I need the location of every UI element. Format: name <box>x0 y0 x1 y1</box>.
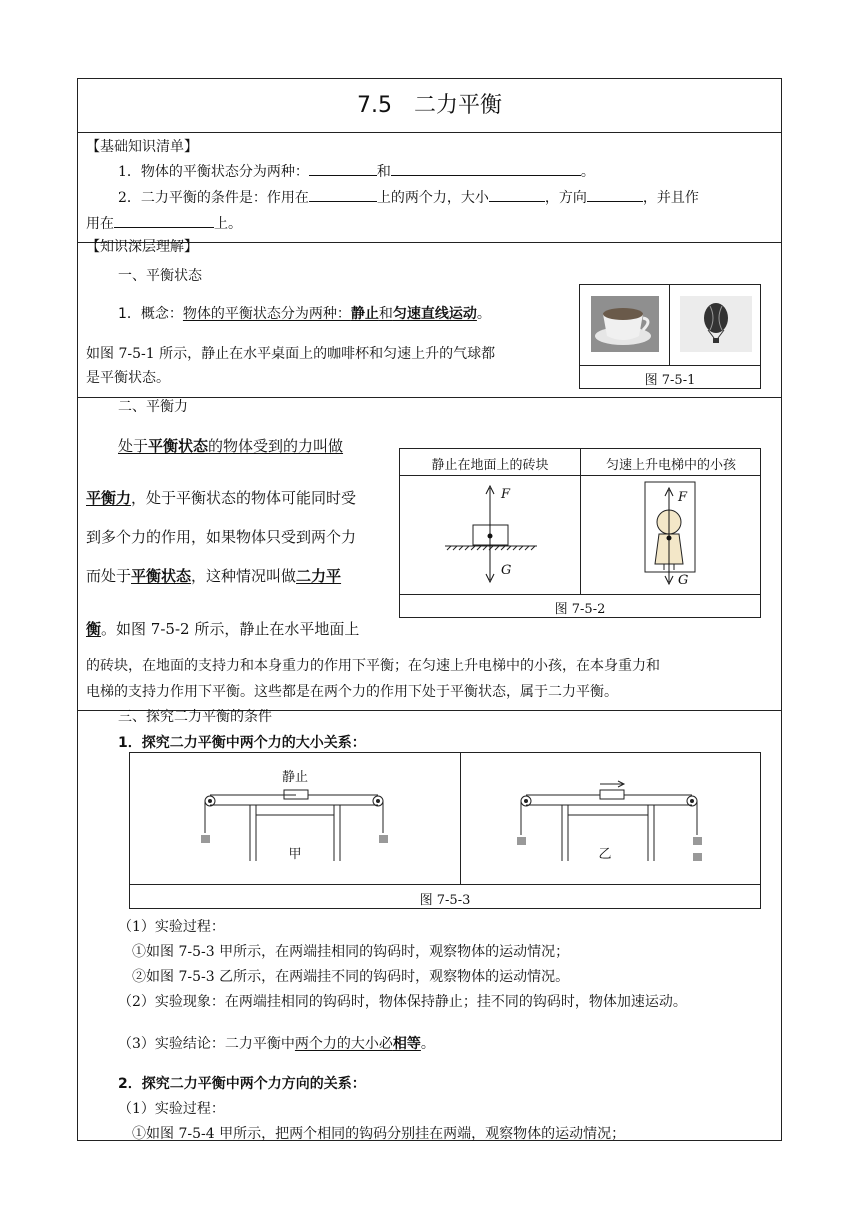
conclusion-line <box>118 1033 435 1053</box>
concept-uniform: 匀速直线运动 <box>392 306 477 322</box>
section-1-text: 如图 7-5-1 所示，静止在水平桌面上的咖啡杯和匀速上升的气球都 <box>86 346 496 362</box>
question-1 <box>118 161 595 181</box>
row-divider <box>77 132 782 133</box>
concept-and: 和 <box>378 306 393 322</box>
section-2-line <box>86 565 341 586</box>
text: 处于 <box>118 437 149 455</box>
answer-blank[interactable] <box>309 161 377 176</box>
figure-caption: 图 7-5-3 <box>419 893 471 908</box>
question-2-text: 2．二力平衡的条件是：作用在 <box>118 190 309 206</box>
answer-blank[interactable] <box>114 213 214 228</box>
question-2-cont <box>86 213 242 233</box>
force-label-G: G <box>678 573 689 588</box>
force-label-G: G <box>501 563 512 578</box>
apparatus-diagram <box>130 753 760 884</box>
deep-header: 【知识深层理解】 <box>86 239 198 255</box>
section-3-sub: 1．探究二力平衡中两个力的大小关系： <box>118 735 366 751</box>
text: ，这种情况叫做 <box>191 567 297 585</box>
question-1-text: 1．物体的平衡状态分为两种： <box>118 164 309 180</box>
concept-text: 物体的平衡状态分为两种： <box>182 306 351 322</box>
figure-caption: 图 7-5-1 <box>644 373 696 388</box>
section-1-text: 是平衡状态。 <box>86 370 170 386</box>
section-2-line: 的砖块，在地面的支持力和本身重力的作用下平衡；在匀速上升电梯中的小孩，在本身重力和 <box>86 658 660 674</box>
answer-blank[interactable] <box>489 187 545 202</box>
procedure-line: ①如图 7-5-3 甲所示，在两端挂相同的钩码时，观察物体的运动情况； <box>132 944 570 960</box>
text-bold: 相等 <box>392 1036 421 1052</box>
section-2-line: 到多个力的作用，如果物体只受到两个力 <box>86 528 357 546</box>
concept-label: 1．概念： <box>118 306 183 322</box>
answer-blank[interactable] <box>391 161 581 176</box>
question-2-text: 上。 <box>214 216 242 232</box>
figure-panel-title: 匀速上升电梯中的小孩 <box>605 458 736 473</box>
figure-7-5-1 <box>579 284 761 389</box>
force-label-F: F <box>678 490 688 505</box>
text: ，处于平衡状态的物体可能同时受 <box>131 489 357 507</box>
page-title: 7.5 二力平衡 <box>357 93 502 118</box>
procedure-line: （1）实验过程： <box>118 1101 225 1117</box>
procedure-line: （1）实验过程： <box>118 919 225 935</box>
text-bold: 二力平 <box>296 567 342 585</box>
text-bold: 平衡状态 <box>131 567 192 585</box>
coffee-cup-image <box>591 296 659 352</box>
figure-7-5-3 <box>129 752 761 909</box>
section-2-line <box>86 618 359 639</box>
panel-label-jia: 甲 <box>288 847 302 862</box>
figure-caption: 图 7-5-2 <box>554 602 606 617</box>
concept-still: 静止 <box>350 306 379 322</box>
section-2-line <box>86 487 356 508</box>
question-2 <box>118 187 699 207</box>
text: 。如图 7-5-2 所示，静止在水平地面上 <box>101 620 360 638</box>
section-3-title: 三、探究二力平衡的条件 <box>118 709 272 725</box>
section-3-sub: 2．探究二力平衡中两个力方向的关系： <box>118 1076 366 1092</box>
section-2-title: 二、平衡力 <box>118 399 188 415</box>
text: 两个力的大小必 <box>294 1036 393 1052</box>
figure-7-5-2 <box>399 448 761 618</box>
text-bold: 平衡状态 <box>148 437 209 455</box>
text: 。 <box>420 1036 435 1052</box>
procedure-line: ②如图 7-5-3 乙所示，在两端挂不同的钩码时，观察物体的运动情况。 <box>132 969 570 985</box>
question-2-text: ，方向 <box>544 190 587 206</box>
text: （3）实验结论：二力平衡中 <box>118 1036 295 1052</box>
question-2-text: 上的两个力，大小 <box>376 190 489 206</box>
concept-end: 。 <box>476 306 491 322</box>
still-label: 静止 <box>281 770 308 785</box>
text: 的物体受到的力叫做 <box>208 437 344 455</box>
text-bold: 平衡力 <box>86 489 132 507</box>
text-bold: 衡 <box>86 620 102 638</box>
concept-line <box>118 303 491 323</box>
section-2-line <box>118 435 343 456</box>
question-1-and: 和 <box>376 164 391 180</box>
procedure-line: （2）实验现象：在两端挂相同的钩码时，物体保持静止；挂不同的钩码时，物体加速运动。 <box>118 994 687 1010</box>
question-2-text: ，并且作 <box>642 190 699 206</box>
force-diagram <box>400 476 760 594</box>
question-1-end: 。 <box>580 164 595 180</box>
force-label-F: F <box>501 487 511 502</box>
text: 而处于 <box>86 567 132 585</box>
answer-blank[interactable] <box>309 187 377 202</box>
basic-header: 【基础知识清单】 <box>86 139 198 155</box>
panel-label-yi: 乙 <box>598 847 612 862</box>
section-2-line: 电梯的支持力作用下平衡。这些都是在两个力的作用下处于平衡状态，属于二力平衡。 <box>86 684 618 700</box>
balloon-image <box>680 296 752 352</box>
figure-panel-title: 静止在地面上的砖块 <box>431 458 549 473</box>
procedure-line: ①如图 7-5-4 甲所示，把两个相同的钩码分别挂在两端，观察物体的运动情况； <box>132 1126 626 1142</box>
answer-blank[interactable] <box>587 187 643 202</box>
section-1-title: 一、平衡状态 <box>118 268 202 284</box>
question-2-text: 用在 <box>86 216 114 232</box>
